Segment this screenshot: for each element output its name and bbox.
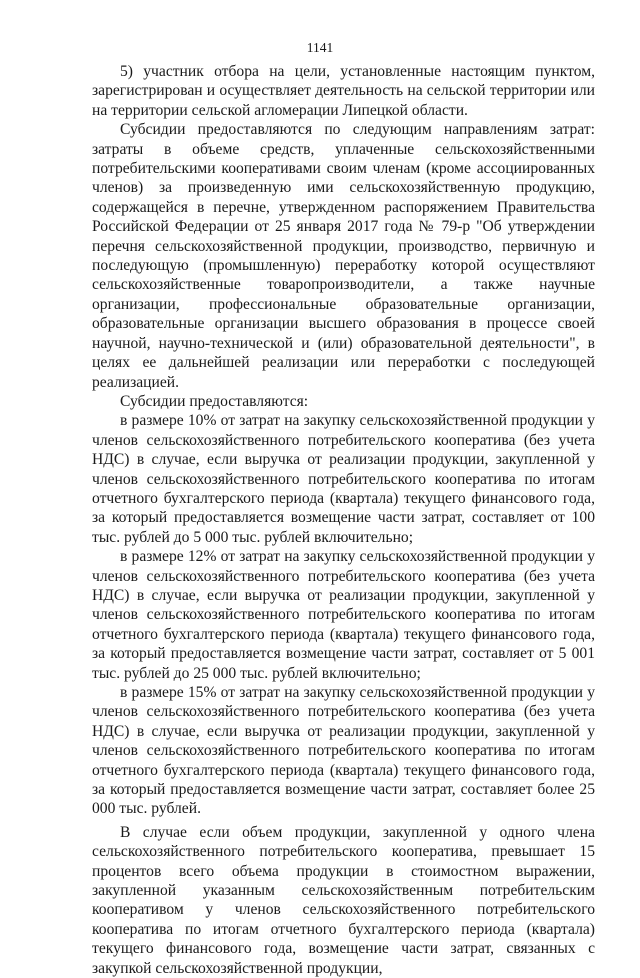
page-number: 1141 — [306, 40, 334, 55]
paragraph-rate-10: в размере 10% от затрат на закупку сельскохозяйственной продукции у членов сельскохозяйственного потребительского кооператива (без учета НДС) в случае, если выручка от реализации продукции, закупленной у членов сельскохозяйственного потребительского кооператива по итогам отчетного бухгалтерского периода (квартала) текущего финансового года, за который предоставляется возмещение части затрат, составляет от 100 тыс. рублей до 5 000 тыс. рублей включительно; — [92, 412, 595, 546]
paragraph-volume-limit: В случае если объем продукции, закупленной у одного члена сельскохозяйственного потребительского кооператива, превышает 15 процентов всего объема продукции в стоимостном выражении, закупленной указанным сельскохозяйственным потребительским кооперативом у членов сельскохозяйственного потребительского кооператива по итогам отчетного бухгалтерского периода (квартала) текущего финансового года, возмещение части затрат, связанных с закупкой сельскохозяйственной продукции, — [92, 823, 595, 977]
paragraph-rate-12: в размере 12% от затрат на закупку сельскохозяйственной продукции у членов сельскохозяйственного потребительского кооператива (без учета НДС) в случае, если выручка от реализации продукции, закупленной у членов сельскохозяйственного потребительского кооператива по итогам отчетного бухгалтерского периода (квартала) текущего финансового года, за который предоставляется возмещение части затрат, составляет от 5 001 тыс. рублей до 25 000 тыс. рублей включительно; — [92, 548, 595, 682]
paragraph-cost-directions: Субсидии предоставляются по следующим направлениям затрат: затраты в объеме средств, уплаченные сельскохозяйственными потребительскими кооперативами своим членам (кроме ассоциированных членов) за произведенную ими сельскохозяйственную продукцию, содержащейся в перечне, утвержденном распоряжением Правительства Российской Федерации от 25 января 2017 года № 79-р "Об утверждении перечня сельскохозяйственной продукции, производство, первичную и последующую (промышленную) переработку которой осуществляют сельскохозяйственные товаропроизводители, а также научные организации, профессиональные образовательные организации, образовательные организации высшего образования в процессе своей научной, научно-технической и (или) образовательной деятельности", в целях ее дальнейшей реализации или переработки с последующей реализацией. — [92, 121, 595, 391]
paragraph-subsidies-intro: Субсидии предоставляются: — [120, 392, 309, 410]
paragraph-rate-15: в размере 15% от затрат на закупку сельскохозяйственной продукции у членов сельскохозяйственного потребительского кооператива (без учета НДС) в случае, если выручка от реализации продукции, закупленной у членов сельскохозяйственного потребительского кооператива по итогам отчетного бухгалтерского периода (квартала) текущего финансового года, за который предоставляется возмещение части затрат, составляет более 25 000 тыс. рублей. — [92, 684, 595, 818]
paragraph-condition-5: 5) участник отбора на цели, установленные настоящим пунктом, зарегистрирован и осуществляет деятельность на сельской территории или на территории сельской агломерации Липецкой области. — [92, 63, 595, 119]
document-body — [92, 62, 595, 978]
